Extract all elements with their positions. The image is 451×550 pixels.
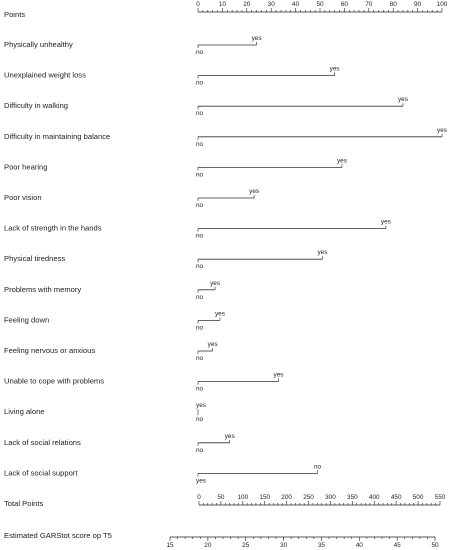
total-points-tick-label: 400	[368, 494, 380, 501]
level-label: no	[196, 171, 204, 179]
level-label: no	[196, 355, 204, 362]
total-points-tick-label: 300	[325, 494, 336, 501]
outcome-axis-label: Estimated GARStot score op T5	[4, 531, 112, 540]
level-label: no	[196, 263, 204, 271]
level-label: yes	[196, 402, 206, 410]
level-label: yes	[210, 279, 221, 287]
points-tick-label: 40	[292, 1, 300, 8]
outcome-tick-label: 15	[166, 542, 174, 549]
outcome-tick-label: 40	[355, 542, 363, 549]
level-label: yes	[273, 371, 284, 379]
variable-label: Unable to cope with problems	[4, 376, 105, 386]
level-label: no	[196, 293, 204, 301]
level-label: yes	[329, 65, 340, 73]
level-label: yes	[249, 188, 260, 195]
outcome-tick-label: 25	[242, 542, 250, 549]
points-tick-label: 0	[196, 1, 200, 8]
variable-label: Unexplained weight loss	[4, 70, 86, 80]
total-points-tick-label: 200	[281, 494, 292, 501]
total-points-tick-label: 50	[217, 494, 225, 501]
level-label: yes	[214, 310, 225, 318]
outcome-tick-label: 45	[393, 542, 401, 549]
variable-label: Difficulty in maintaining balance	[4, 131, 111, 141]
level-label: no	[196, 324, 204, 332]
points-tick-label: 70	[365, 1, 373, 8]
level-label: yes	[336, 157, 347, 165]
variable-label: Physical tiredness	[4, 254, 66, 264]
points-tick-label: 10	[218, 1, 226, 8]
level-label: no	[196, 110, 204, 118]
variable-label: Physically unhealthy	[4, 40, 73, 49]
level-label: yes	[196, 477, 206, 485]
level-label: no	[196, 232, 204, 240]
variable-label: Difficulty in walking	[4, 101, 69, 111]
variable-label: Lack of social support	[4, 468, 78, 478]
outcome-tick-label: 20	[204, 542, 212, 549]
level-label: no	[196, 385, 204, 393]
points-tick-label: 30	[267, 1, 275, 8]
variable-label: Problems with memory	[4, 284, 82, 294]
variable-label: Lack of strength in the hands	[4, 223, 102, 233]
level-label: yes	[207, 341, 218, 348]
outcome-tick-label: 30	[280, 542, 288, 549]
variable-label: Feeling down	[4, 315, 50, 325]
total-points-tick-label: 100	[237, 494, 249, 501]
outcome-tick-label: 50	[431, 542, 439, 549]
level-label: no	[196, 140, 204, 148]
points-tick-label: 60	[340, 1, 348, 8]
points-tick-label: 50	[316, 1, 324, 8]
variable-label: Living alone	[4, 407, 45, 417]
level-label: no	[196, 79, 204, 87]
level-label: yes	[224, 432, 235, 440]
level-label: no	[196, 416, 204, 424]
total-points-tick-label: 350	[347, 494, 358, 501]
points-axis-label: Points	[4, 10, 26, 19]
total-points-tick-label: 450	[390, 494, 402, 501]
points-tick-label: 80	[389, 1, 397, 8]
level-label: yes	[317, 249, 328, 257]
variable-label: Poor hearing	[4, 162, 48, 172]
level-label: yes	[437, 126, 447, 134]
total-points-tick-label: 150	[259, 494, 271, 501]
points-tick-label: 20	[243, 1, 251, 8]
variable-label: Poor vision	[4, 193, 42, 202]
variable-label: Feeling nervous or anxious	[4, 346, 96, 355]
level-label: no	[196, 49, 204, 56]
total-points-tick-label: 0	[197, 494, 201, 501]
total-points-label: Total Points	[4, 499, 44, 508]
level-label: yes	[380, 218, 391, 226]
variable-label: Lack of social relations	[4, 437, 81, 447]
level-label: no	[196, 446, 204, 454]
level-label: no	[196, 202, 204, 209]
points-tick-label: 100	[436, 1, 448, 8]
total-points-tick-label: 250	[303, 494, 314, 501]
level-label: no	[314, 463, 322, 471]
outcome-tick-label: 35	[317, 542, 325, 549]
points-tick-label: 90	[414, 1, 422, 8]
total-points-tick-label: 550	[434, 494, 446, 501]
level-label: yes	[397, 96, 408, 104]
total-points-tick-label: 500	[412, 494, 424, 501]
level-label: yes	[251, 35, 262, 42]
